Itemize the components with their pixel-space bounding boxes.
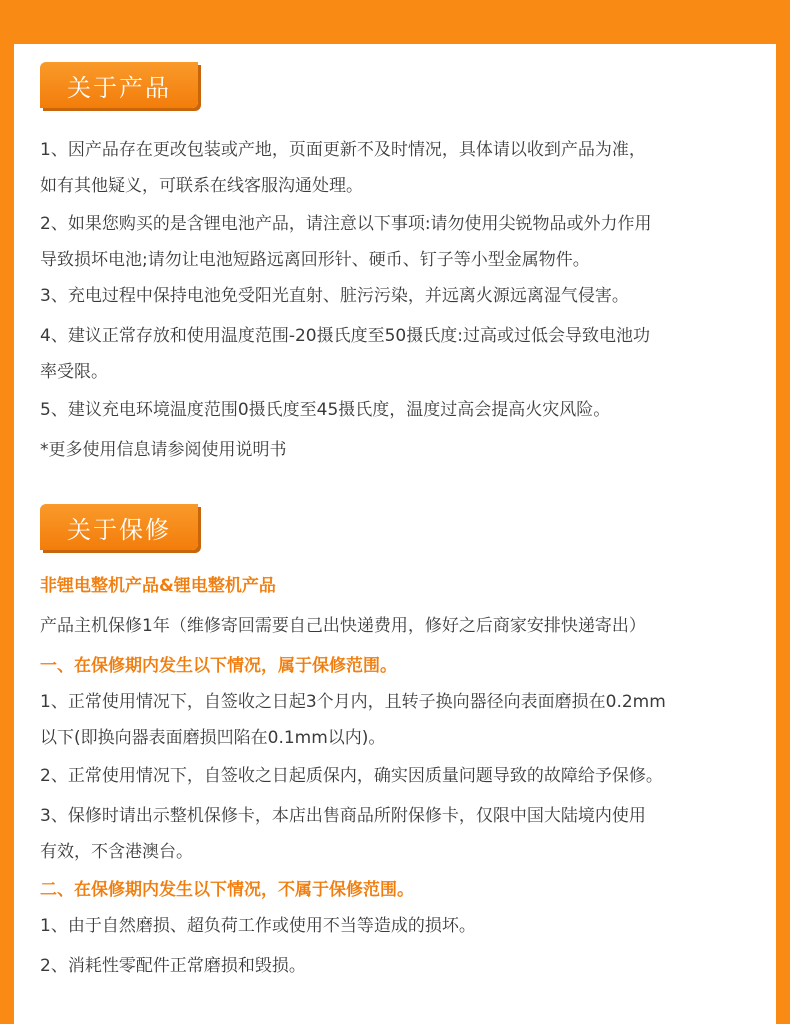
- not-covered-item-2: 2、消耗性零配件正常磨损和毁损。: [40, 956, 306, 976]
- product-item-1: 1、因产品存在更改包装或产地，页面更新不及时情况，具体请以收到产品为准， 如有其他疑义，可联系在线客服沟通处理。: [40, 140, 646, 196]
- not-covered-item-1: 1、由于自然磨损、超负荷工作或使用不当等造成的损坏。: [40, 916, 476, 936]
- section-heading-product: 关于产品: [40, 62, 198, 108]
- covered-item-1: 1、正常使用情况下，自签收之日起3个月内，且转子换向器径向表面磨损在0.2mm 以下(即换向器表面磨损凹陷在0.1mm以内)。: [40, 692, 666, 748]
- product-item-5: 5、建议充电环境温度范围0摄氏度至45摄氏度，温度过高会提高火灾风险。: [40, 400, 611, 420]
- covered-item-3: 3、保修时请出示整机保修卡，本店出售商品所附保修卡，仅限中国大陆境内使用 有效，不含港澳台。: [40, 806, 646, 862]
- product-note: *更多使用信息请参阅使用说明书: [40, 440, 287, 460]
- warranty-subtitle: 非锂电整机产品&锂电整机产品: [40, 576, 276, 596]
- covered-item-2: 2、正常使用情况下，自签收之日起质保内，确实因质量问题导致的故障给予保修。: [40, 766, 663, 786]
- section-heading-warranty: 关于保修: [40, 504, 198, 550]
- product-item-2: 2、如果您购买的是含锂电池产品，请注意以下事项:请勿使用尖锐物品或外力作用 导致损坏电池;请勿让电池短路远离回形针、硬币、钉子等小型金属物件。: [40, 214, 652, 270]
- content-panel: [14, 44, 776, 1024]
- product-item-3: 3、充电过程中保持电池免受阳光直射、脏污污染，并远离火源远离湿气侵害。: [40, 286, 629, 306]
- covered-title: 一、在保修期内发生以下情况，属于保修范围。: [40, 656, 397, 676]
- not-covered-title: 二、在保修期内发生以下情况，不属于保修范围。: [40, 880, 414, 900]
- product-item-4: 4、建议正常存放和使用温度范围-20摄氏度至50摄氏度:过高或过低会导致电池功 率受限。: [40, 326, 650, 382]
- warranty-intro: 产品主机保修1年（维修寄回需要自己出快递费用，修好之后商家安排快递寄出）: [40, 616, 646, 636]
